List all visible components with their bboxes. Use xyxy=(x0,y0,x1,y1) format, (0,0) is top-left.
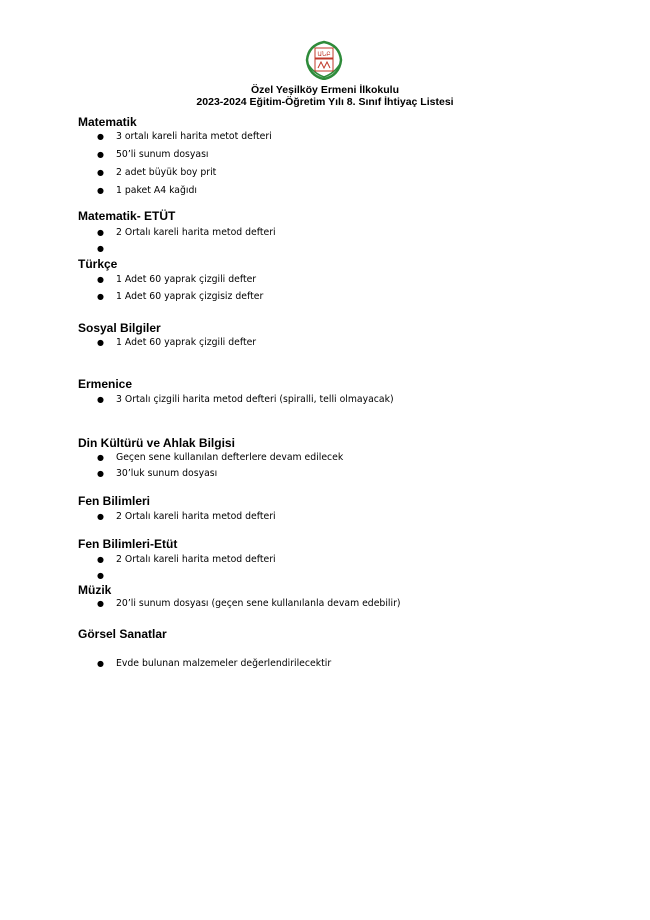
bullet-icon: ● xyxy=(97,599,104,608)
list-item: ● 1 Adet 60 yaprak çizgili defter xyxy=(97,337,257,348)
bullet-icon: ● xyxy=(97,132,104,141)
bullet-icon: ● xyxy=(97,469,104,478)
list-item: ● Evde bulunan malzemeler değerlendirilecektir xyxy=(97,658,332,669)
section-heading-sosyal-bilgiler: Sosyal Bilgiler xyxy=(78,321,161,335)
bullet-icon: ● xyxy=(97,168,104,177)
bullet-icon: ● xyxy=(97,292,104,301)
list-item: ● 1 Adet 60 yaprak çizgisiz defter xyxy=(97,291,264,302)
bullet-icon: ● xyxy=(97,395,104,404)
list-item: ● 50’li sunum dosyası xyxy=(97,149,209,160)
list-item: ● 1 paket A4 kağıdı xyxy=(97,185,197,196)
list-item: ● 30’luk sunum dosyası xyxy=(97,468,218,479)
bullet-icon: ● xyxy=(97,244,104,253)
list-item: ● Geçen sene kullanılan defterlere devam edilecek xyxy=(97,452,344,463)
list-item: ● 2 adet büyük boy prit xyxy=(97,167,217,178)
bullet-icon: ● xyxy=(97,453,104,462)
bullet-icon: ● xyxy=(97,512,104,521)
section-heading-muzik: Müzik xyxy=(78,583,112,597)
list-item: ● 2 Ortalı kareli harita metod defteri xyxy=(97,554,276,565)
section-heading-ermenice: Ermenice xyxy=(78,377,133,391)
bullet-icon: ● xyxy=(97,338,104,347)
list-title: 2023-2024 Eğitim-Öğretim Yılı 8. Sınıf İhtiyaç Listesi xyxy=(196,96,454,108)
section-heading-matematik: Matematik xyxy=(78,115,137,129)
section-heading-din-kulturu: Din Kültürü ve Ahlak Bilgisi xyxy=(78,436,235,450)
school-name: Özel Yeşilköy Ermeni İlkokulu xyxy=(250,84,400,96)
list-item: ● 3 ortalı kareli harita metot defteri xyxy=(97,131,272,142)
bullet-icon: ● xyxy=(97,275,104,284)
bullet-icon: ● xyxy=(97,186,104,195)
section-heading-fen-bilimleri: Fen Bilimleri xyxy=(78,494,151,508)
section-heading-matematik-etut: Matematik- ETÜT xyxy=(78,209,176,223)
list-item: ● 20’li sunum dosyası (geçen sene kullanılanla devam edebilir) xyxy=(97,598,401,609)
svg-text:ԱՆԲ: ԱՆԲ xyxy=(317,51,331,58)
bullet-icon: ● xyxy=(97,659,104,668)
section-heading-gorsel-sanatlar: Görsel Sanatlar xyxy=(78,627,167,641)
list-item xyxy=(97,243,116,255)
list-item: ● 1 Adet 60 yaprak çizgili defter xyxy=(97,274,257,285)
list-item: ● 3 Ortalı çizgili harita metod defteri (spiralli, telli olmayacak) xyxy=(97,394,394,405)
bullet-icon: ● xyxy=(97,571,104,580)
bullet-icon: ● xyxy=(97,555,104,564)
list-item xyxy=(97,570,116,582)
section-heading-fen-bilimleri-etut: Fen Bilimleri-Etüt xyxy=(78,537,178,551)
school-seal-logo-icon xyxy=(304,40,344,80)
bullet-icon: ● xyxy=(97,228,104,237)
bullet-icon: ● xyxy=(97,150,104,159)
list-item: ● 2 Ortalı kareli harita metod defteri xyxy=(97,227,276,238)
section-heading-turkce: Türkçe xyxy=(78,257,118,271)
list-item: ● 2 Ortalı kareli harita metod defteri xyxy=(97,511,276,522)
